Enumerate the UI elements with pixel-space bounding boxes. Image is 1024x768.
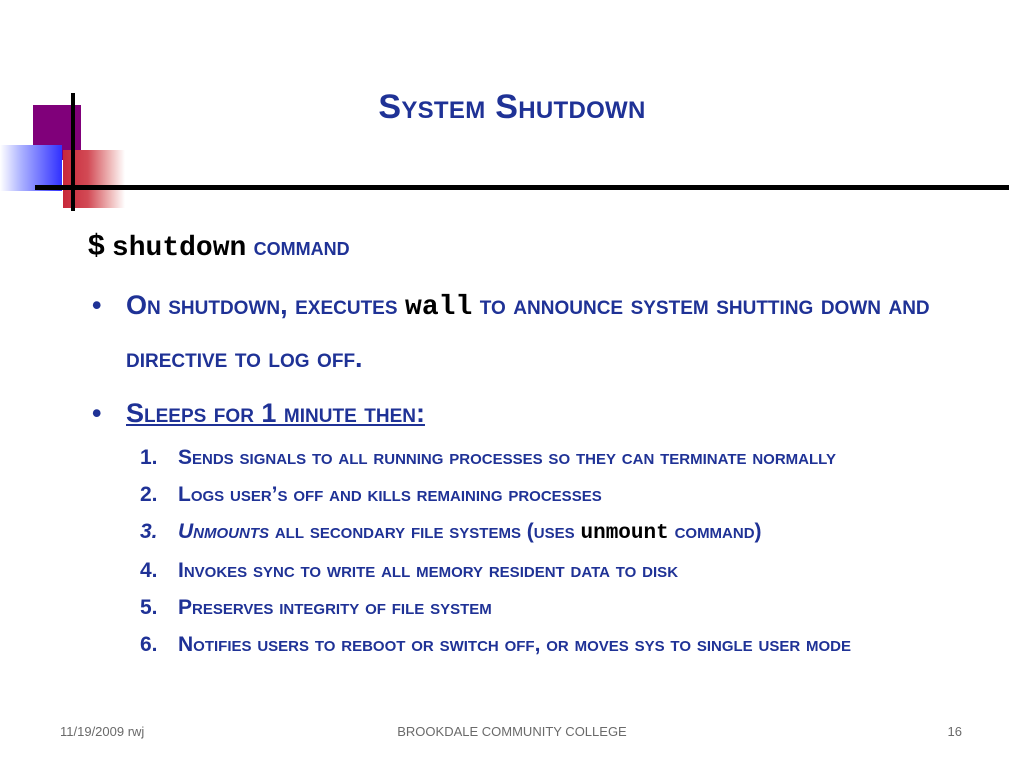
- bullet-suffix: to announce system shutting down and directive to log off.: [126, 290, 930, 373]
- step-text: Sends signals to all running processes so they can terminate normally: [178, 446, 836, 469]
- bullet-sleeps: • Sleeps for 1 minute then:: [88, 391, 998, 435]
- step-number: 6.: [140, 633, 158, 656]
- footer-college: BROOKDALE COMMUNITY COLLEGE: [397, 724, 627, 739]
- command-suffix: command: [253, 231, 350, 261]
- wall-code: wall: [405, 292, 473, 323]
- list-item: [140, 478, 998, 512]
- list-item: [140, 591, 998, 625]
- bullet-shutdown: [88, 280, 998, 383]
- step-tail: command): [674, 520, 762, 543]
- step-text: Invokes sync to write all memory resident data to disk: [178, 559, 679, 582]
- command-code: shutdown: [111, 233, 247, 264]
- step-text: Notifies users to reboot or switch off, or moves sys to single user mode: [178, 633, 852, 656]
- command-line: [88, 224, 998, 268]
- step-number: 5.: [140, 596, 158, 619]
- step-text: all secondary file systems (uses: [274, 520, 575, 543]
- step-number: 1.: [140, 446, 158, 469]
- list-item: [140, 441, 998, 475]
- footer-page-number: 16: [947, 724, 962, 739]
- bullet-prefix: On shutdown, executes: [126, 290, 398, 320]
- unmount-code: unmount: [580, 522, 669, 545]
- slide-content: [88, 224, 998, 665]
- slide-title: System Shutdown: [378, 88, 646, 126]
- step-lead: Unmounts: [178, 520, 269, 543]
- step-text: Logs user’s off and kills remaining processes: [178, 483, 602, 506]
- list-item: [140, 554, 998, 588]
- step-text: Preserves integrity of file system: [178, 596, 492, 619]
- dollar-sign: $: [88, 229, 105, 262]
- list-item: [140, 628, 998, 662]
- step-number: 3.: [140, 520, 158, 543]
- list-item: [140, 515, 998, 551]
- footer-date: 11/19/2009 rwj: [60, 724, 145, 739]
- decor-horizontal-line: [35, 185, 1009, 190]
- steps-list: [88, 441, 998, 662]
- step-number: 2.: [140, 483, 158, 506]
- step-number: 4.: [140, 559, 158, 582]
